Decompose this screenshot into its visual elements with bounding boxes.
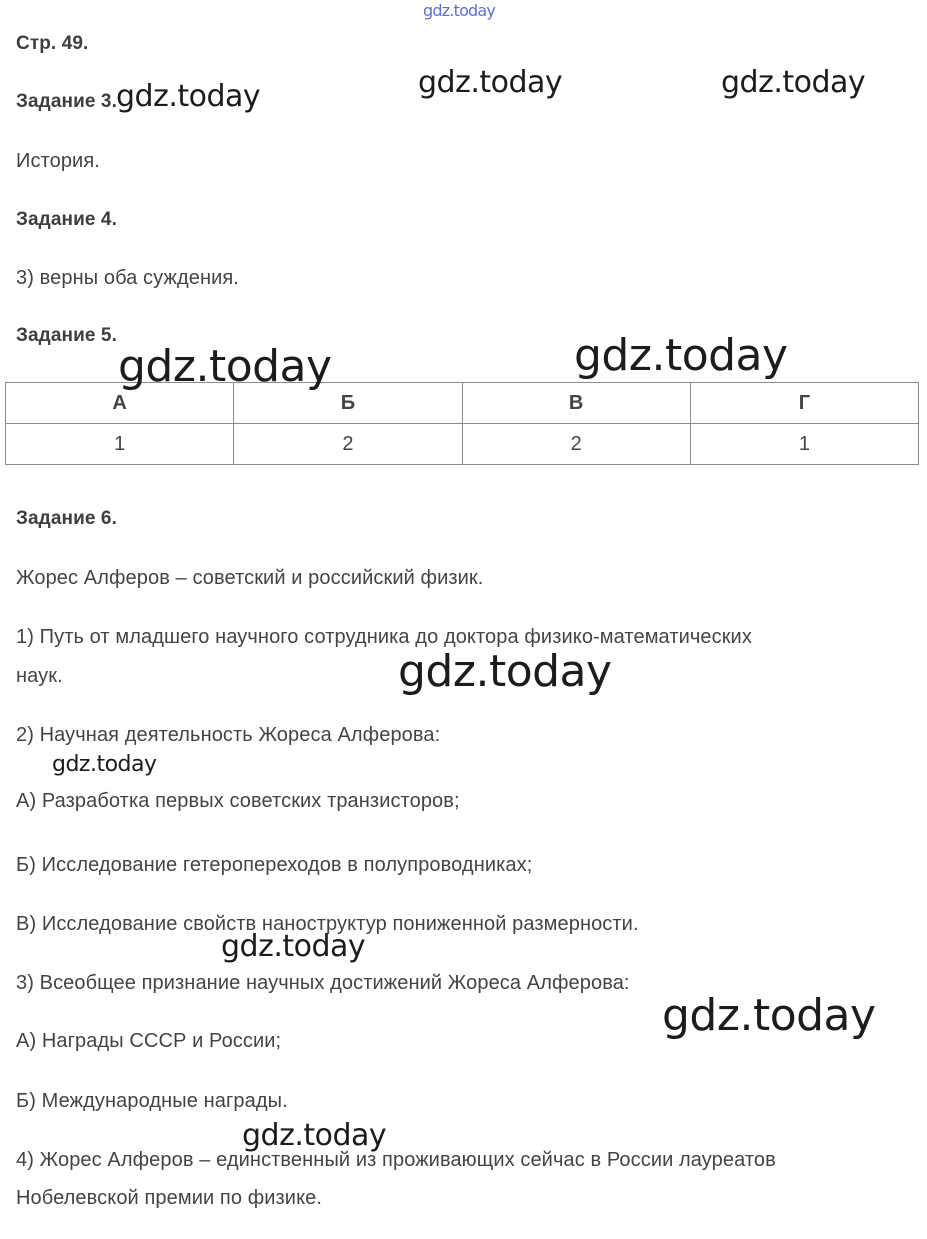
table-header-cell: А [6,383,234,424]
table-row [6,424,919,465]
task4-heading: Задание 4. [16,209,117,230]
task4-answer: 3) верны оба суждения. [16,267,239,289]
watermark: gdz.today [423,1,496,20]
task6-item4-line2: Нобелевской премии по физике. [16,1187,323,1209]
task6-item3-title: 3) Всеобщее признание научных достижений Жореса Алферова: [16,972,630,994]
task6-item2-c: В) Исследование свойств наноструктур пониженной размерности. [16,913,639,935]
task6-heading: Задание 6. [16,508,117,529]
watermark: gdz.today [574,330,788,381]
task5-heading: Задание 5. [16,325,117,346]
task6-item2-b: Б) Исследование гетеропереходов в полупроводниках; [16,854,533,876]
watermark: gdz.today [221,929,366,964]
watermark: gdz.today [398,646,612,697]
watermark: gdz.today [52,752,157,777]
watermark: gdz.today [418,65,563,100]
task3-heading: Задание 3. [16,91,117,112]
task3-answer: История. [16,150,100,172]
table-cell: 1 [6,424,234,465]
watermark: gdz.today [116,79,261,114]
table-header-cell: Г [690,383,918,424]
page-reference: Стр. 49. [16,33,89,54]
task6-intro: Жорес Алферов – советский и российский физик. [16,567,484,589]
watermark: gdz.today [242,1118,387,1153]
task6-item1-line2: наук. [16,665,63,687]
task6-item1-line1: 1) Путь от младшего научного сотрудника до доктора физико-математических [16,626,752,648]
task6-item3-b: Б) Международные награды. [16,1090,288,1112]
task6-item2-title: 2) Научная деятельность Жореса Алферова: [16,724,441,746]
watermark: gdz.today [118,341,332,392]
table-cell: 1 [690,424,918,465]
table-cell: 2 [234,424,462,465]
table-cell: 2 [462,424,690,465]
task5-answer-table [5,382,919,465]
watermark: gdz.today [662,990,876,1041]
task6-item4-line1: 4) Жорес Алферов – единственный из проживающих сейчас в России лауреатов [16,1149,776,1171]
watermark: gdz.today [721,65,866,100]
task6-item3-a: А) Награды СССР и России; [16,1030,282,1052]
task6-item2-a: А) Разработка первых советских транзисторов; [16,790,460,812]
table-header-cell: Б [234,383,462,424]
table-header-cell: В [462,383,690,424]
